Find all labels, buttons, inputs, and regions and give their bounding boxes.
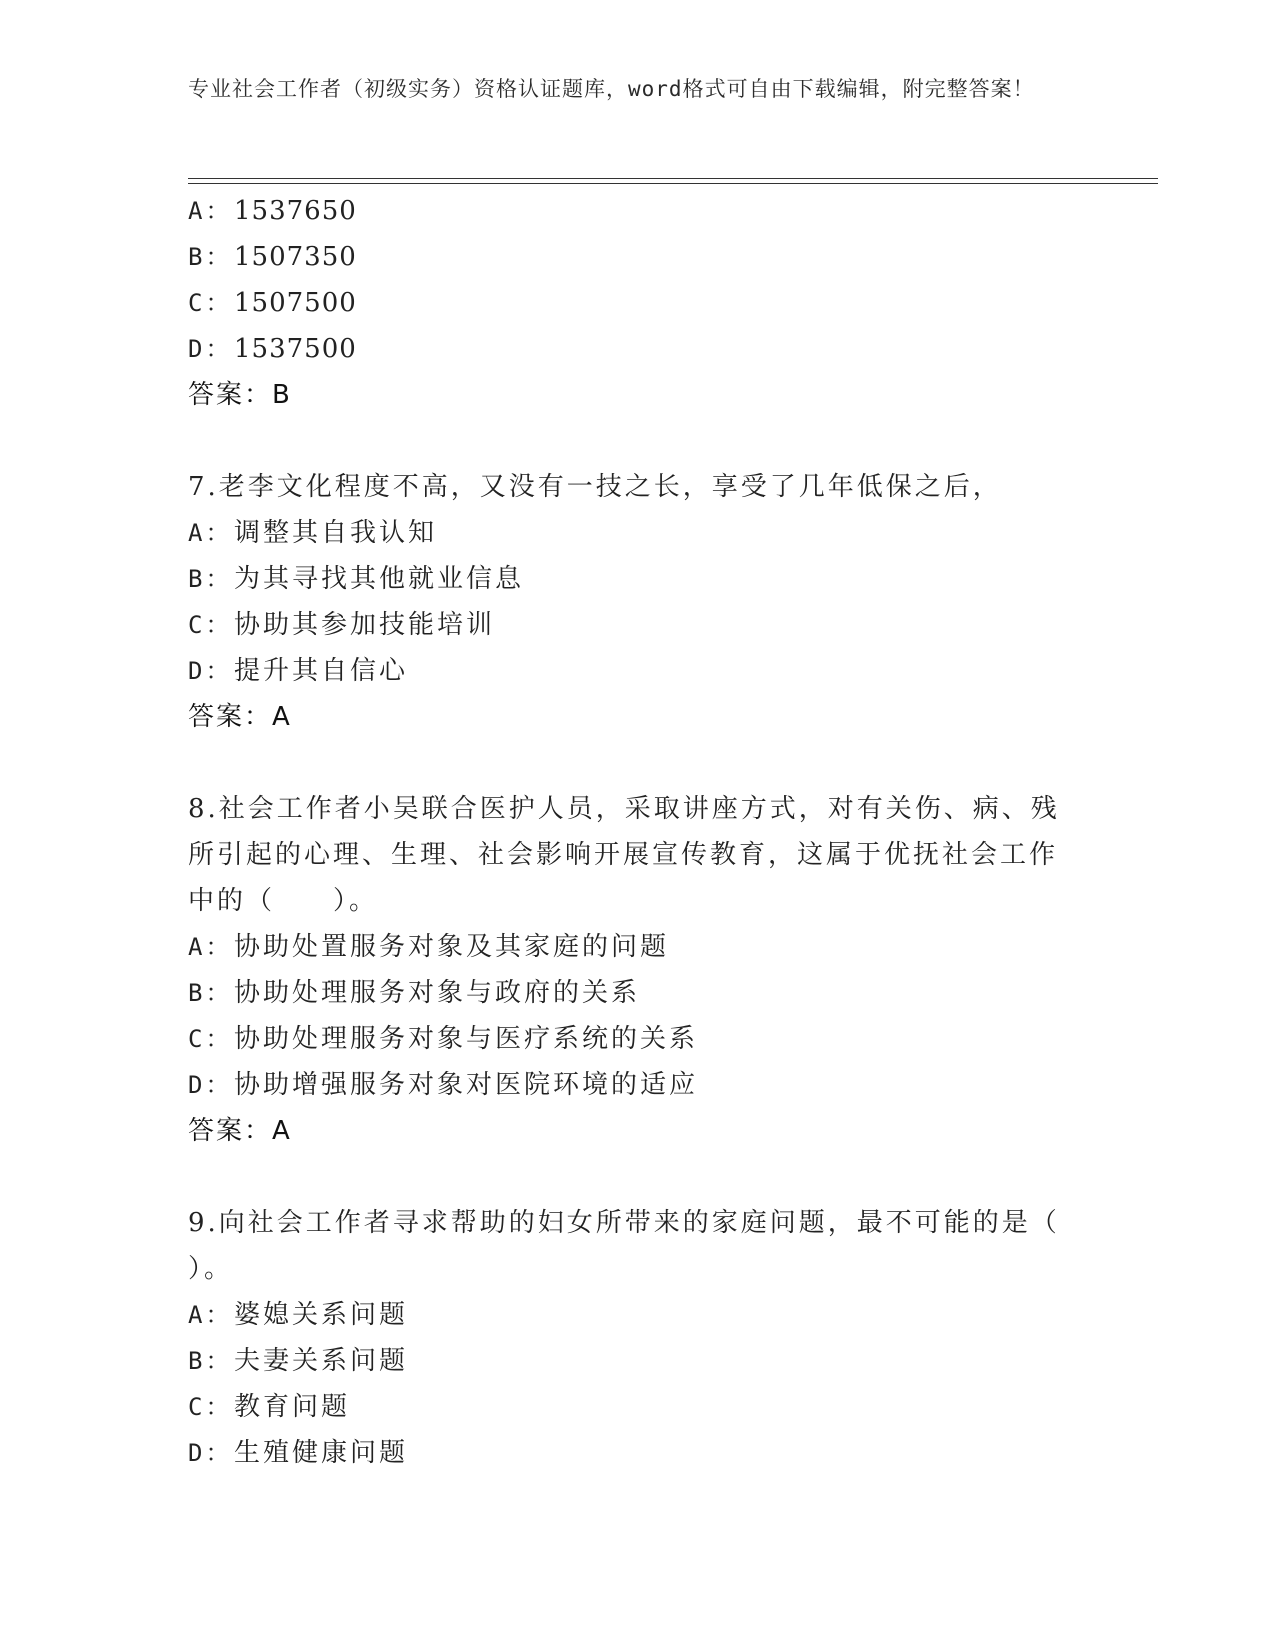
header-divider-bottom xyxy=(188,183,1158,184)
option-b xyxy=(188,556,1088,602)
option-text: 调整其自我认知 xyxy=(234,518,438,548)
question-text-line: ）。 xyxy=(188,1254,234,1284)
option-key: A： xyxy=(188,197,233,225)
question-text-line: 8.社会工作者小吴联合医护人员，采取讲座方式，对有关伤、病、残 xyxy=(188,794,1060,824)
option-c xyxy=(188,280,1088,326)
spacer xyxy=(188,1154,1088,1200)
option-d xyxy=(188,326,1088,372)
option-text: 协助其参加技能培训 xyxy=(234,610,496,640)
option-d xyxy=(188,648,1088,694)
option-key: D： xyxy=(188,657,233,685)
option-text: 生殖健康问题 xyxy=(234,1438,409,1468)
option-key: D： xyxy=(188,1439,233,1467)
option-a xyxy=(188,510,1088,556)
option-key: C： xyxy=(188,1393,233,1421)
question-9 xyxy=(188,1200,1088,1476)
spacer xyxy=(188,740,1088,786)
answer-line: 答案：A xyxy=(188,702,292,732)
option-key: A： xyxy=(188,519,233,547)
question-text-line: 中的（ ）。 xyxy=(188,886,379,916)
option-key: D： xyxy=(188,1071,233,1099)
option-text: 婆媳关系问题 xyxy=(234,1300,409,1330)
option-text: 为其寻找其他就业信息 xyxy=(234,564,525,594)
question-list xyxy=(188,188,1088,1476)
option-text: 1537500 xyxy=(234,334,357,364)
option-d xyxy=(188,1430,1088,1476)
option-text: 1507350 xyxy=(234,242,357,272)
option-key: C： xyxy=(188,289,233,317)
option-text: 协助增强服务对象对医院环境的适应 xyxy=(234,1070,699,1100)
option-text: 协助处置服务对象及其家庭的问题 xyxy=(234,932,670,962)
option-b xyxy=(188,970,1088,1016)
option-key: B： xyxy=(188,243,233,271)
option-key: B： xyxy=(188,979,233,1007)
option-text: 协助处理服务对象与医疗系统的关系 xyxy=(234,1024,699,1054)
option-b xyxy=(188,1338,1088,1384)
option-key: B： xyxy=(188,565,233,593)
option-key: C： xyxy=(188,611,233,639)
question-8 xyxy=(188,786,1088,1154)
question-7 xyxy=(188,464,1088,740)
option-text: 教育问题 xyxy=(234,1392,351,1422)
question-6-partial xyxy=(188,188,1088,418)
option-c xyxy=(188,602,1088,648)
option-text: 1537650 xyxy=(234,196,357,226)
option-b xyxy=(188,234,1088,280)
question-text: 7.老李文化程度不高，又没有一技之长，享受了几年低保之后， xyxy=(188,472,1002,502)
option-key: B： xyxy=(188,1347,233,1375)
option-key: D： xyxy=(188,335,233,363)
answer-line: 答案：A xyxy=(188,1116,292,1146)
option-text: 1507500 xyxy=(234,288,357,318)
document-header: 专业社会工作者（初级实务）资格认证题库，word格式可自由下载编辑，附完整答案！ xyxy=(188,77,1035,101)
spacer xyxy=(188,418,1088,464)
option-c xyxy=(188,1016,1088,1062)
option-key: C： xyxy=(188,1025,233,1053)
option-d xyxy=(188,1062,1088,1108)
option-text: 提升其自信心 xyxy=(234,656,409,686)
option-a xyxy=(188,188,1088,234)
option-text: 夫妻关系问题 xyxy=(234,1346,409,1376)
option-a xyxy=(188,1292,1088,1338)
option-a xyxy=(188,924,1088,970)
question-text-line: 所引起的心理、生理、社会影响开展宣传教育，这属于优抚社会工作 xyxy=(188,840,1059,870)
option-key: A： xyxy=(188,1301,233,1329)
question-text-line: 9.向社会工作者寻求帮助的妇女所带来的家庭问题，最不可能的是（ xyxy=(188,1208,1060,1238)
option-key: A： xyxy=(188,933,233,961)
header-divider-top xyxy=(188,178,1158,179)
answer-line: 答案：B xyxy=(188,380,292,410)
option-c xyxy=(188,1384,1088,1430)
option-text: 协助处理服务对象与政府的关系 xyxy=(234,978,641,1008)
